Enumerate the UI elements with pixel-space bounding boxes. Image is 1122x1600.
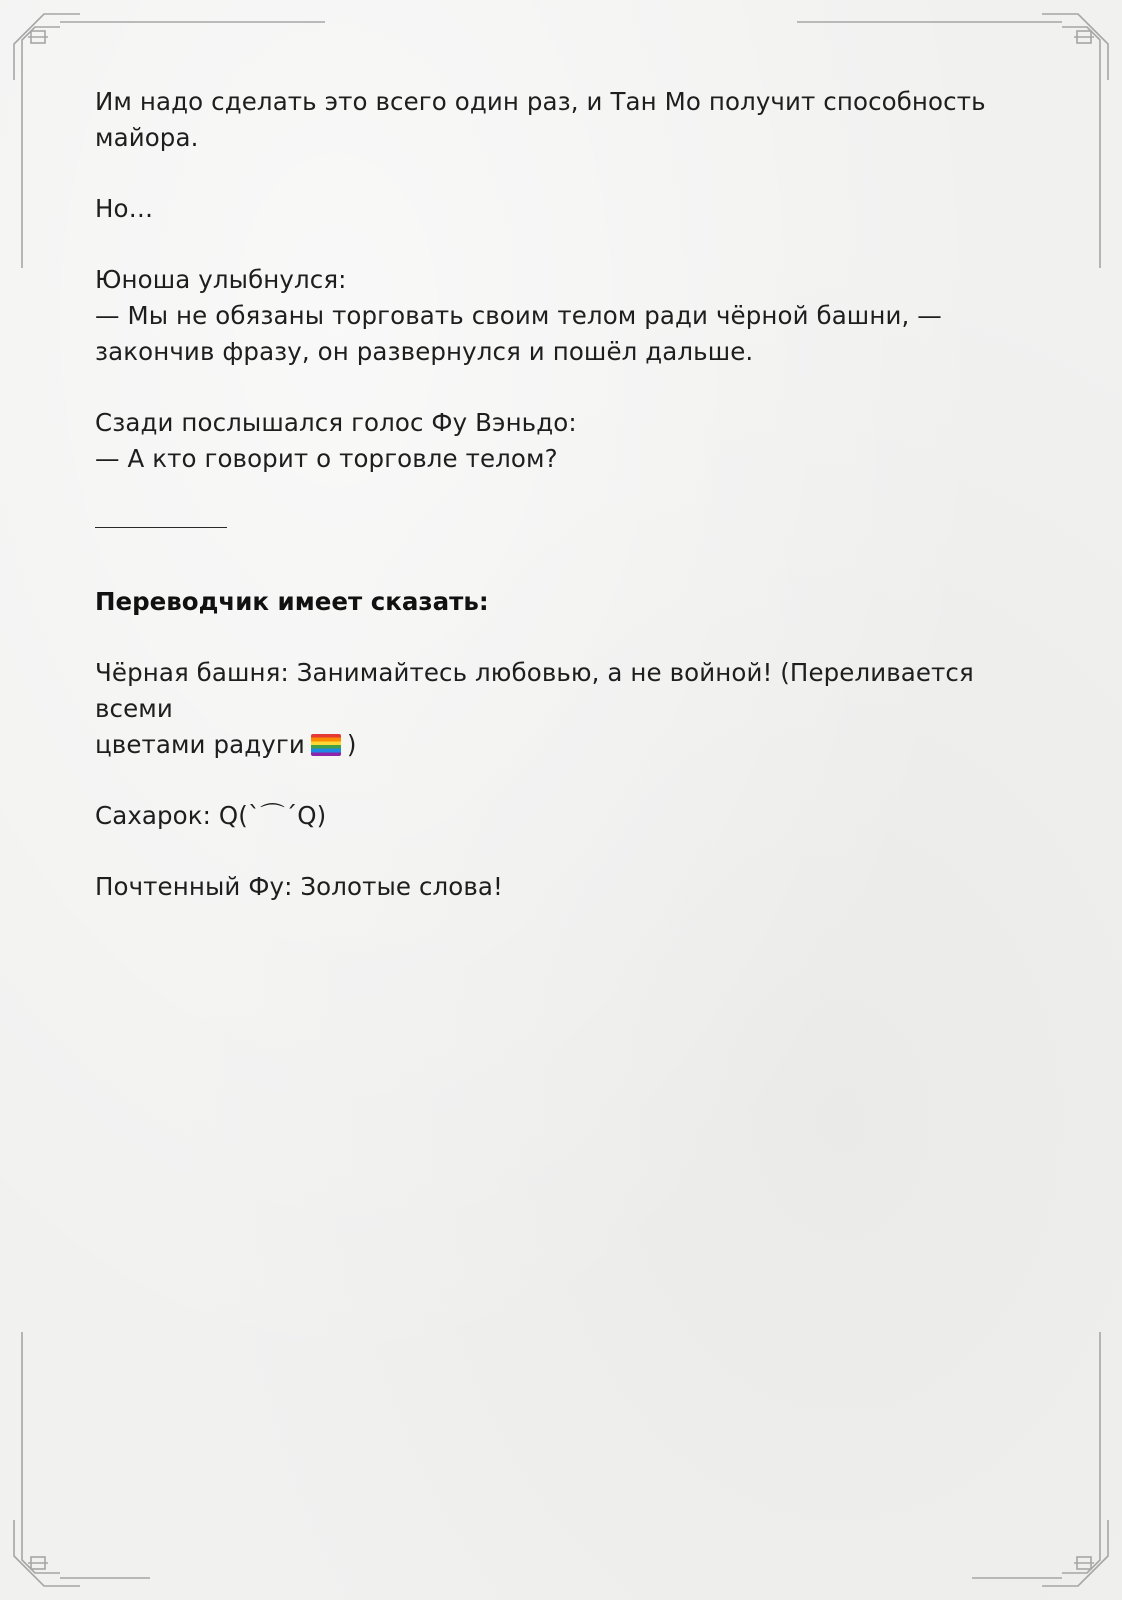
text-fragment: ) bbox=[346, 730, 357, 759]
paragraph-4 bbox=[95, 405, 1035, 477]
text-line: Чёрная башня: Занимайтесь любовью, а не войной! (Переливается всеми bbox=[95, 658, 974, 723]
paragraph-3 bbox=[95, 262, 1035, 370]
document-body bbox=[95, 84, 1035, 940]
paragraph-2 bbox=[95, 191, 1035, 227]
translator-note-2: Сахарок: Q(`⌒´Q) bbox=[95, 801, 327, 830]
text-line: закончив фразу, он развернулся и пошёл дальше. bbox=[95, 337, 754, 366]
text-fragment: цветами радуги bbox=[95, 730, 305, 759]
text-line: — Мы не обязаны торговать своим телом ради чёрной башни, — bbox=[95, 301, 942, 330]
paragraph-1 bbox=[95, 84, 1035, 156]
text-line: майора. bbox=[95, 123, 199, 152]
translator-note-3: Почтенный Фу: Золотые слова! bbox=[95, 872, 503, 901]
rainbow-flag-icon bbox=[311, 734, 341, 756]
text-line: Им надо сделать это всего один раз, и Тан Мо получит способность bbox=[95, 87, 986, 116]
text-line: Но… bbox=[95, 194, 154, 223]
text-line: Юноша улыбнулся: bbox=[95, 265, 347, 294]
text-line bbox=[95, 727, 1035, 763]
translator-note-1 bbox=[95, 655, 1035, 763]
frame-corner-bottom-right bbox=[972, 1332, 1108, 1586]
section-separator bbox=[95, 527, 227, 528]
text-line: Сзади послышался голос Фу Вэньдо: bbox=[95, 408, 577, 437]
frame-corner-bottom-left bbox=[14, 1332, 150, 1586]
translator-note-heading: Переводчик имеет сказать: bbox=[95, 587, 489, 616]
text-line: — А кто говорит о торговле телом? bbox=[95, 444, 558, 473]
